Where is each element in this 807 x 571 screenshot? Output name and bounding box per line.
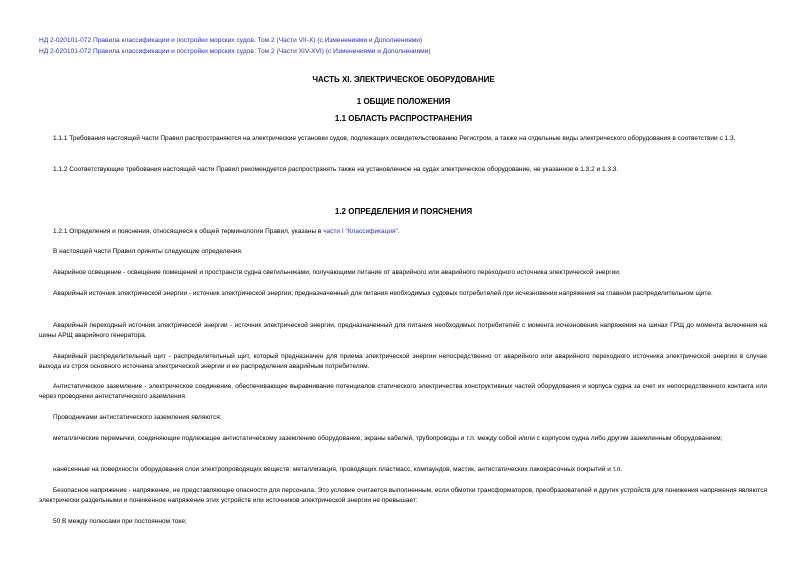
breadcrumb [39, 35, 431, 57]
list-item-50v-dc: 50 В между полюсами при постоянном токе; [53, 518, 187, 525]
definition-antistatic-grounding: Антистатическое заземление - электрическое соединение, обеспечивающее выравнивание потенциалов статического электричества конструктивных частей оборудования и корпуса судна за счет их непосредственного контакта или через проводники антистатического заземления. [39, 383, 767, 401]
classification-part-link[interactable]: части I "Классификация" [323, 228, 398, 235]
list-item-metal-jumpers: металлические перемычки, соединяющие подлежащее антистатическому заземлению оборудование, экраны кабелей, трубопроводы и т.п. между собой и/или с корпусом судна либо другим заземленным оборудованием; [53, 435, 723, 442]
definition-emergency-lighting: Аварийное освещение - освещение помещений и пространств судна светильниками, получающими питание от аварийного или аварийного переходного источника электрической энергии. [53, 269, 621, 276]
breadcrumb-link-parts-7-10[interactable]: НД 2-020101-072 Правила классификации и постройки морских судов. Том 2 (Части VII-X) (с Изменениями и Дополнениями) [39, 37, 423, 44]
paragraph-grounding-conductors: Проводниками антистатического заземления являются: [53, 414, 222, 421]
part-title: ЧАСТЬ XI. ЭЛЕКТРИЧЕСКОЕ ОБОРУДОВАНИЕ [312, 75, 495, 84]
paragraph-1-2-1-text: 1.2.1 Определения и пояснения, относящиеся к общей терминологии Правил, указаны в [53, 228, 324, 235]
paragraph-definitions-intro: В настоящей части Правил приняты следующие определения. [53, 248, 243, 255]
paragraph-1-1-1: 1.1.1 Требования настоящей части Правил распространяются на электрические установки судов, подлежащих освидетельствованию Регистром, а также на отдельные виды электрического оборудования в соответствии с 1.3. [53, 135, 736, 142]
paragraph-1-2-1-end: . [397, 228, 400, 235]
definition-emergency-source: Аварийный источник электрической энергии - источник электрической энергии, предназначенный для питания необходимых судовых потребителей при исчезновении напряжения на главном распределительном щите. [53, 290, 713, 297]
definition-transitional-source: Аварийный переходный источник электрической энергии - источник электрической энергии, предназначенный для питания необходимых потребителей с момента исчезновения напряжения на шинах ГРЩ до момента включения на шины АРЩ аварийного генератора. [39, 322, 767, 340]
paragraph-1-2-1 [39, 227, 767, 237]
paragraph-1-1-2: 1.1.2 Соответствующие требования настоящей части Правил рекомендуется распространять также на установленное на судах электрическое оборудование, не указанное в 1.3.2 и 1.3.3. [53, 166, 619, 173]
section-heading-definitions: 1.2 ОПРЕДЕЛЕНИЯ И ПОЯСНЕНИЯ [334, 207, 473, 216]
definition-emergency-switchboard: Аварийный распределительный щит - распределительный щит, который предназначен для приема электрической энергии непосредственно от аварийного или аварийного переходного источника электрической энергии в случае выхода из строя основного источника электрической энергии и ее распределения аварийным потребителям. [39, 353, 767, 371]
breadcrumb-link-parts-14-16[interactable]: НД 2-020101-072 Правила классификации и постройки морских судов. Том 2 (Части XIV-XVI) (с Изменениями и Дополнениями) [39, 48, 431, 55]
section-heading-scope: 1.1 ОБЛАСТЬ РАСПРОСТРАНЕНИЯ [334, 114, 473, 123]
definition-safe-voltage: Безопасное напряжение - напряжение, не представляющее опасности для персонала. Это условие считается выполненным, если обмотки трансформаторов, преобразователей и других устройств для понижения напряжения являются электрически раздельными и пониженное напряжение этих устройств или источников электрической энергии не превышает: [39, 487, 767, 505]
list-item-conductive-layers: нанесенные на поверхности оборудования слои электропроводящих веществ: металлизация, проводящих пластмасс, компаундов, мастик, антистатических лакокрасочных покрытий и т.п. [53, 466, 623, 473]
section-heading-general: 1 ОБЩИЕ ПОЛОЖЕНИЯ [356, 97, 451, 106]
